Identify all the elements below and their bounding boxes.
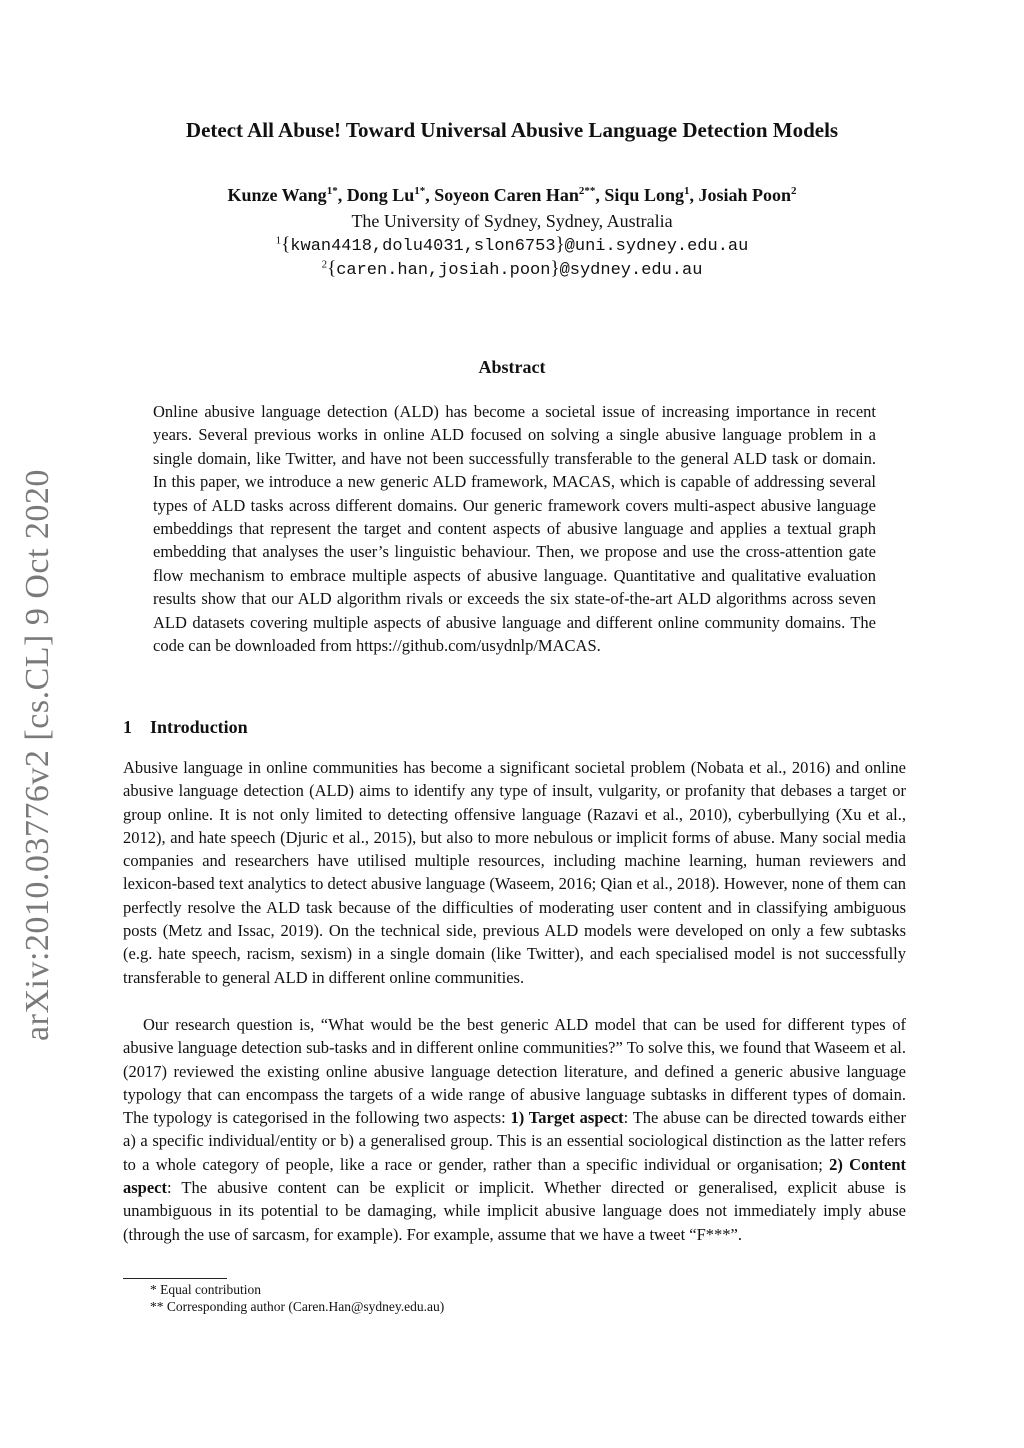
- email-close-brace: }: [550, 258, 560, 279]
- intro-paragraph: [123, 1013, 906, 1246]
- author-affiliation-mark: 2: [791, 185, 797, 197]
- email-domain: @uni.sydney.edu.au: [564, 237, 749, 256]
- email-domain: @sydney.edu.au: [559, 261, 703, 280]
- paragraph-text: Our research question is, “What would be the best generic ALD model that can be used for different types of abusive language detection sub-tasks and in different online communities?” To solve this, we found that Waseem et al. (2017) reviewed the existing online abusive language detection literature, and defined a generic abusive language typology that can encompass the targets of a wide range of abusive language subtasks in different types of domain. The typology is categorised in the following two aspects:: [123, 1015, 906, 1128]
- author-name: Dong Lu: [346, 185, 415, 205]
- content-aspect-term: 2) Content aspect: [123, 1154, 906, 1198]
- author-name: Kunze Wang: [227, 185, 327, 205]
- affiliation: The University of Sydney, Sydney, Australia: [351, 211, 673, 231]
- intro-paragraph: Abusive language in online communities has become a significant societal problem (Nobata et al., 2016) and online abusive language detection (ALD) aims to identify any type of insult, vulgarity, or profanity that debases a target or group online. It is not only limited to detecting offensive language (Razavi et al., 2010), cyberbullying (Xu et al., 2012), and hate speech (Djuric et al., 2015), but also to more nebulous or implicit forms of abuse. Many social media companies and researchers have utilised multiple resources, including machine learning, human reviewers and lexicon-based text analytics to detect abusive language (Waseem, 2016; Qian et al., 2018). However, none of them can perfectly resolve the ALD task because of the difficulties of moderating user content and in classifying ambiguous posts (Metz and Issac, 2019). On the technical side, previous ALD models were developed on only a few subtasks (e.g. hate speech, racism, sexism) in a single domain (like Twitter), and each specialised model is not successfully transferable to general ALD in different online communities.: [123, 758, 906, 987]
- author-name: Josiah Poon: [698, 185, 791, 205]
- author-list: Kunze Wang$^{1*}$, Dong $Lu^{1*}$, Soyeon Caren Han$^{2**}$, Siqu Long$^1$, Josiah Poon$^2$: [227, 185, 797, 205]
- section-title: Introduction: [150, 717, 248, 737]
- author-name: Siqu Long: [604, 185, 684, 205]
- email-affiliation-mark: 2: [321, 258, 328, 271]
- author-affiliation-mark: 1*: [326, 185, 338, 197]
- email-close-brace: }: [555, 234, 565, 255]
- paper-title: Detect All Abuse! Toward Universal Abusive Language Detection Models: [185, 118, 839, 142]
- footnote-divider: [123, 1278, 227, 1279]
- email-open-brace: {: [281, 234, 291, 255]
- target-aspect-term: 1) Target aspect: [510, 1108, 624, 1128]
- arxiv-identifier: arXiv:2010.03776v2 [cs.CL] 9 Oct 2020: [19, 469, 56, 1041]
- author-affiliation-mark: 2**: [578, 185, 596, 197]
- footnote: * Equal contribution: [150, 1282, 261, 1297]
- footnote: ** Corresponding author (Caren.Han@sydney.edu.au): [150, 1299, 445, 1314]
- paragraph-text: : The abuse can be directed towards either a) a specific individual/entity or b) a generalised group. This is an essential sociological distinction as the latter refers to a whole category of people, like a race or gender, rather than a specific individual or organisation;: [123, 1108, 906, 1174]
- section-number: 1: [123, 717, 132, 737]
- email-line: [0, 234, 1024, 256]
- section-heading: [123, 717, 248, 738]
- paragraph-text: : The abusive content can be explicit or implicit. Whether directed or generalised, explicit abuse is unambiguous in its potential to be damaging, while implicit abusive language does not immediately imply abuse (through the use of sarcasm, for example). For example, assume that we have a tweet “F***”.: [123, 1178, 906, 1244]
- email-users: kwan4418,dolu4031,slon6753: [290, 237, 556, 256]
- email-open-brace: {: [327, 258, 337, 279]
- email-affiliation-mark: 1: [275, 234, 282, 247]
- abstract-text: Online abusive language detection (ALD) has become a societal issue of increasing importance in recent years. Several previous works in online ALD focused on solving a single abusive language problem in a single domain, like Twitter, and have not been successfully transferable to the general ALD task or domain. In this paper, we introduce a new generic ALD framework, MACAS, which is capable of addressing several types of ALD tasks across different domains. Our generic framework covers multi-aspect abusive language embeddings that represent the target and content aspects of abusive language and applies a textual graph embedding that analyses the user’s linguistic behaviour. Then, we propose and use the cross-attention gate flow mechanism to embrace multiple aspects of abusive language. Quantitative and qualitative evaluation results show that our ALD algorithm rivals or exceeds the six state-of-the-art ALD algorithms across seven ALD datasets covering multiple aspects of abusive language and different online community domains. The code can be downloaded from https://github.com/usydnlp/MACAS.: [153, 402, 876, 656]
- email-line: [0, 258, 1024, 280]
- email-users: caren.han,josiah.poon: [336, 261, 551, 280]
- author-affiliation-mark: 1: [683, 185, 690, 197]
- author-affiliation-mark: 1*: [414, 185, 426, 197]
- arxiv-sidebar: [6, 460, 70, 1050]
- abstract-heading: Abstract: [478, 357, 546, 377]
- author-name: Soyeon Caren Han: [434, 185, 579, 205]
